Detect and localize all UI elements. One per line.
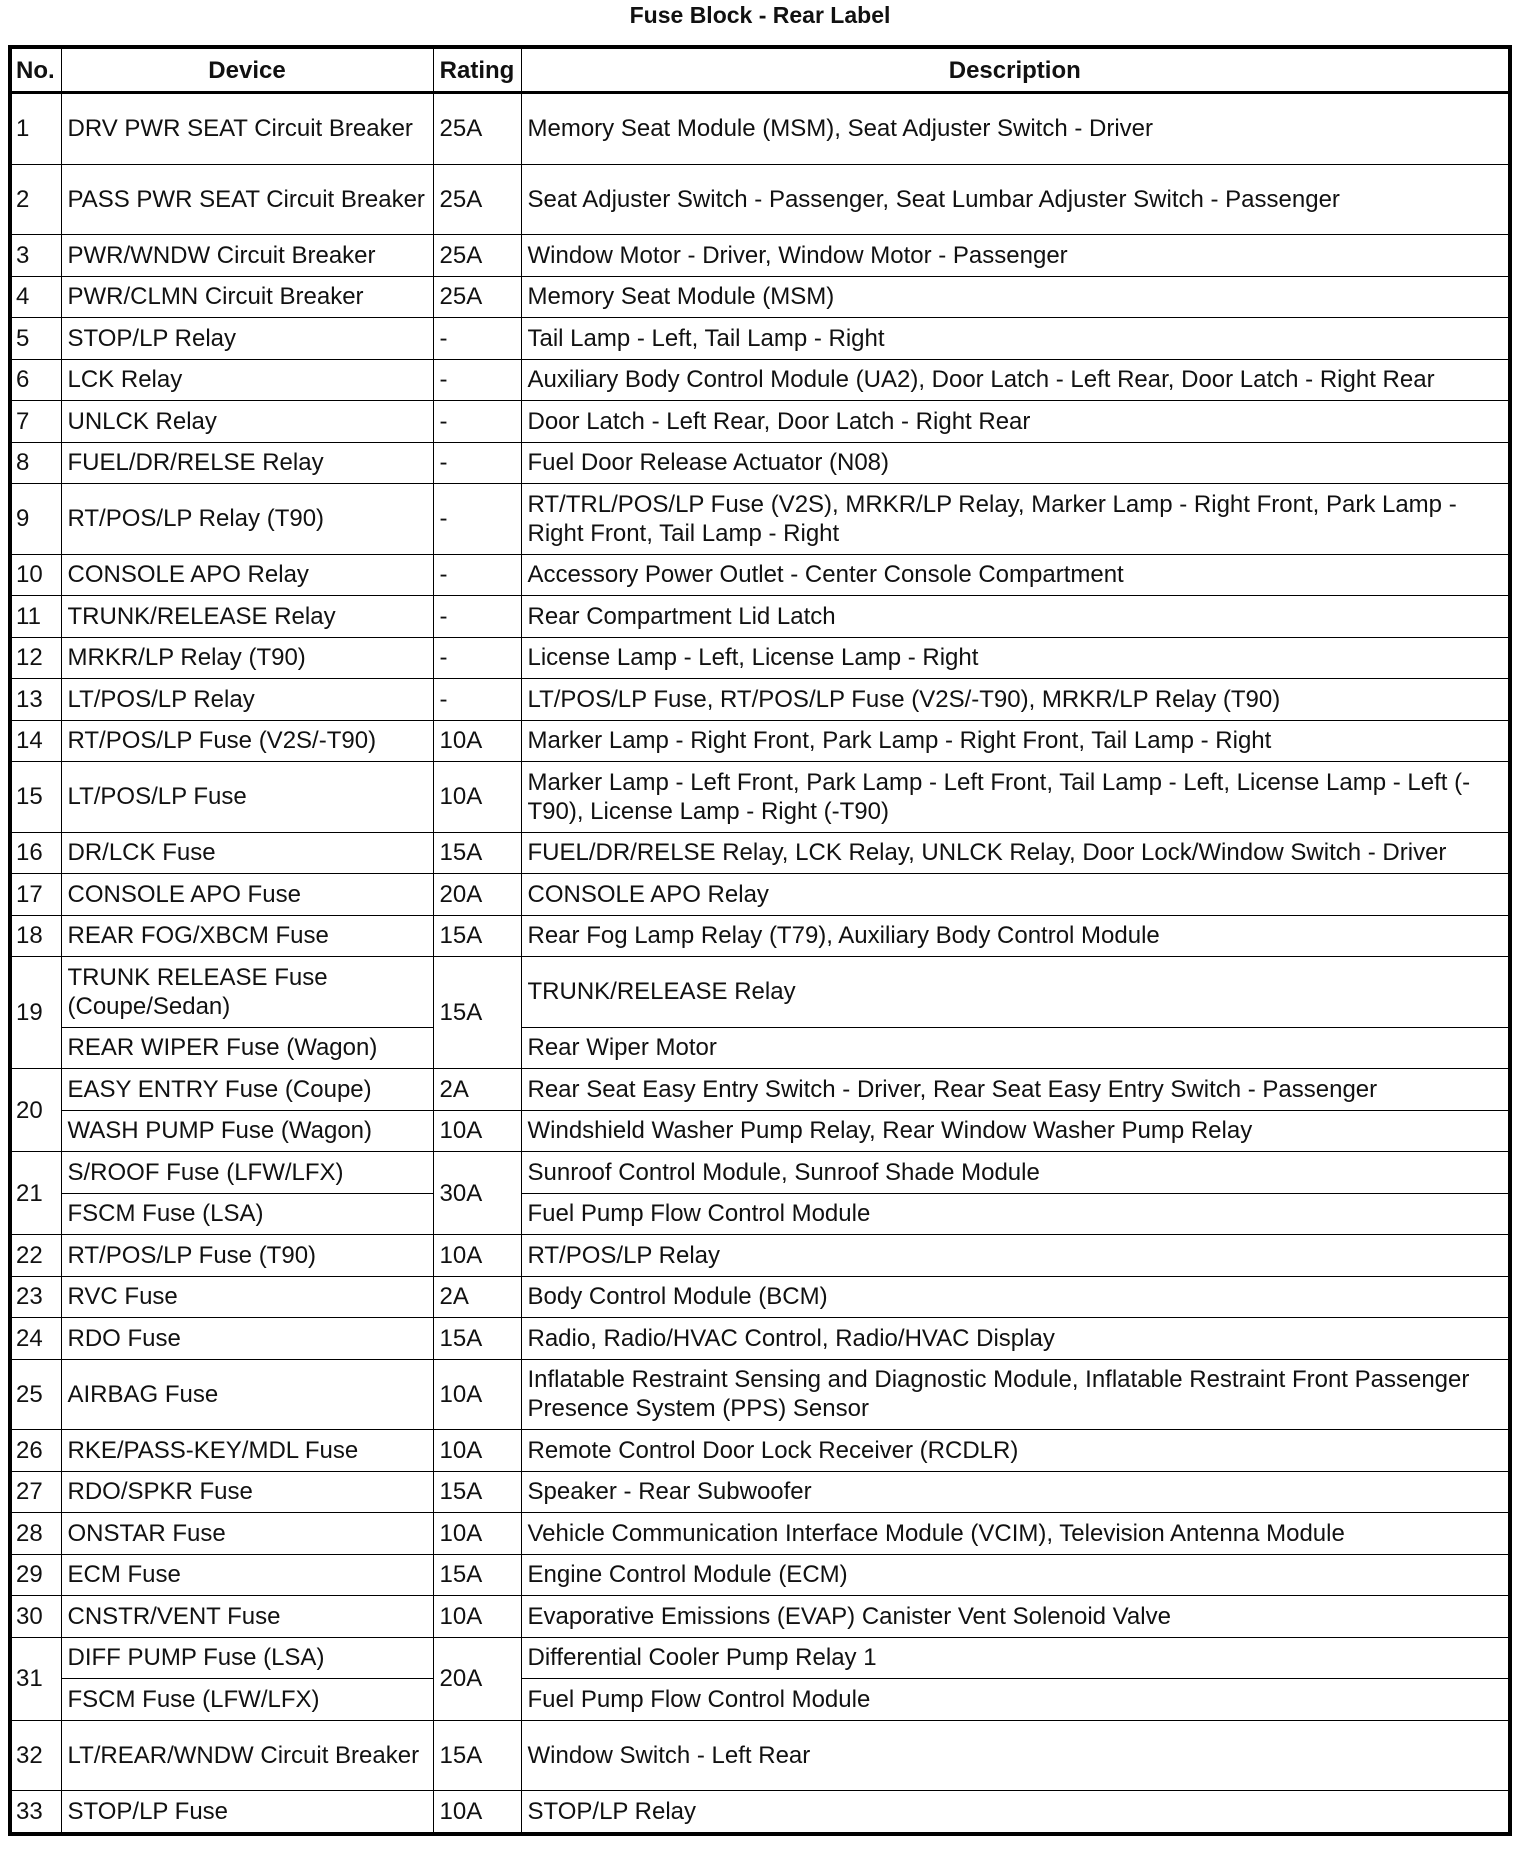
fuse-number-cell: 25: [10, 1359, 61, 1430]
device-cell: FSCM Fuse (LSA): [61, 1193, 433, 1235]
table-row: [10, 1235, 1510, 1277]
table-row: [10, 359, 1510, 401]
description-cell: Window Motor - Driver, Window Motor - Passenger: [521, 235, 1510, 277]
fuse-number-cell: 10: [10, 554, 61, 596]
table-row: [10, 1679, 1510, 1721]
fuse-number-cell: 13: [10, 679, 61, 721]
device-cell: EASY ENTRY Fuse (Coupe): [61, 1069, 433, 1111]
fuse-number-cell: 7: [10, 401, 61, 443]
table-row: [10, 596, 1510, 638]
description-cell: Seat Adjuster Switch - Passenger, Seat Lumbar Adjuster Switch - Passenger: [521, 164, 1510, 235]
description-cell: Windshield Washer Pump Relay, Rear Window Washer Pump Relay: [521, 1110, 1510, 1152]
description-cell: Fuel Pump Flow Control Module: [521, 1679, 1510, 1721]
description-cell: Evaporative Emissions (EVAP) Canister Vent Solenoid Valve: [521, 1596, 1510, 1638]
table-row: [10, 1637, 1510, 1679]
rating-cell: -: [433, 679, 521, 721]
device-cell: AIRBAG Fuse: [61, 1359, 433, 1430]
table-row: [10, 832, 1510, 874]
fuse-number-cell: 29: [10, 1554, 61, 1596]
rating-cell: 30A: [433, 1152, 521, 1235]
table-row: [10, 1276, 1510, 1318]
fuse-number-cell: 22: [10, 1235, 61, 1277]
device-cell: MRKR/LP Relay (T90): [61, 637, 433, 679]
table-row: [10, 1430, 1510, 1472]
description-cell: Window Switch - Left Rear: [521, 1720, 1510, 1791]
description-cell: Engine Control Module (ECM): [521, 1554, 1510, 1596]
rating-cell: 20A: [433, 874, 521, 916]
fuse-number-cell: 1: [10, 93, 61, 165]
device-cell: WASH PUMP Fuse (Wagon): [61, 1110, 433, 1152]
device-cell: REAR FOG/XBCM Fuse: [61, 915, 433, 957]
device-cell: REAR WIPER Fuse (Wagon): [61, 1027, 433, 1069]
table-row: [10, 318, 1510, 360]
device-cell: FUEL/DR/RELSE Relay: [61, 442, 433, 484]
description-cell: Inflatable Restraint Sensing and Diagnostic Module, Inflatable Restraint Front Passenger Presence System (PPS) Sensor: [521, 1359, 1510, 1430]
rating-cell: 15A: [433, 957, 521, 1069]
rating-cell: 10A: [433, 1596, 521, 1638]
table-row: [10, 637, 1510, 679]
rating-cell: 15A: [433, 915, 521, 957]
rating-cell: 15A: [433, 1554, 521, 1596]
device-cell: RT/POS/LP Relay (T90): [61, 484, 433, 555]
device-cell: STOP/LP Relay: [61, 318, 433, 360]
device-cell: TRUNK RELEASE Fuse (Coupe/Sedan): [61, 957, 433, 1028]
fuse-number-cell: 17: [10, 874, 61, 916]
rating-cell: 15A: [433, 1318, 521, 1360]
description-cell: Vehicle Communication Interface Module (VCIM), Television Antenna Module: [521, 1513, 1510, 1555]
table-row: [10, 554, 1510, 596]
rating-cell: 15A: [433, 832, 521, 874]
rating-cell: -: [433, 554, 521, 596]
rating-cell: -: [433, 401, 521, 443]
rating-cell: -: [433, 637, 521, 679]
fuse-number-cell: 11: [10, 596, 61, 638]
fuse-number-cell: 16: [10, 832, 61, 874]
fuse-number-cell: 26: [10, 1430, 61, 1472]
fuse-number-cell: 23: [10, 1276, 61, 1318]
description-cell: Auxiliary Body Control Module (UA2), Door Latch - Left Rear, Door Latch - Right Rear: [521, 359, 1510, 401]
description-cell: Door Latch - Left Rear, Door Latch - Right Rear: [521, 401, 1510, 443]
device-cell: LCK Relay: [61, 359, 433, 401]
table-row: [10, 1193, 1510, 1235]
description-cell: Remote Control Door Lock Receiver (RCDLR): [521, 1430, 1510, 1472]
device-cell: S/ROOF Fuse (LFW/LFX): [61, 1152, 433, 1194]
column-header-no: No.: [10, 47, 61, 93]
device-cell: RT/POS/LP Fuse (V2S/-T90): [61, 720, 433, 762]
table-row: [10, 1554, 1510, 1596]
description-cell: Radio, Radio/HVAC Control, Radio/HVAC Display: [521, 1318, 1510, 1360]
table-row: [10, 442, 1510, 484]
description-cell: FUEL/DR/RELSE Relay, LCK Relay, UNLCK Relay, Door Lock/Window Switch - Driver: [521, 832, 1510, 874]
description-cell: Memory Seat Module (MSM), Seat Adjuster Switch - Driver: [521, 93, 1510, 165]
table-row: [10, 1471, 1510, 1513]
description-cell: Tail Lamp - Left, Tail Lamp - Right: [521, 318, 1510, 360]
rating-cell: 15A: [433, 1471, 521, 1513]
table-row: [10, 1318, 1510, 1360]
rating-cell: 20A: [433, 1637, 521, 1720]
description-cell: License Lamp - Left, License Lamp - Right: [521, 637, 1510, 679]
description-cell: Fuel Pump Flow Control Module: [521, 1193, 1510, 1235]
device-cell: FSCM Fuse (LFW/LFX): [61, 1679, 433, 1721]
table-row: [10, 276, 1510, 318]
table-row: [10, 484, 1510, 555]
fuse-number-cell: 20: [10, 1069, 61, 1152]
table-row: [10, 93, 1510, 165]
device-cell: CONSOLE APO Relay: [61, 554, 433, 596]
rating-cell: 10A: [433, 720, 521, 762]
fuse-number-cell: 4: [10, 276, 61, 318]
fuse-table: [8, 45, 1512, 1836]
device-cell: RKE/PASS-KEY/MDL Fuse: [61, 1430, 433, 1472]
rating-cell: 2A: [433, 1069, 521, 1111]
description-cell: Speaker - Rear Subwoofer: [521, 1471, 1510, 1513]
device-cell: DIFF PUMP Fuse (LSA): [61, 1637, 433, 1679]
description-cell: CONSOLE APO Relay: [521, 874, 1510, 916]
device-cell: DRV PWR SEAT Circuit Breaker: [61, 93, 433, 165]
description-cell: Fuel Door Release Actuator (N08): [521, 442, 1510, 484]
description-cell: Rear Wiper Motor: [521, 1027, 1510, 1069]
table-row: [10, 164, 1510, 235]
fuse-number-cell: 14: [10, 720, 61, 762]
device-cell: ECM Fuse: [61, 1554, 433, 1596]
column-header-rating: Rating: [433, 47, 521, 93]
table-row: [10, 679, 1510, 721]
fuse-number-cell: 33: [10, 1791, 61, 1834]
fuse-number-cell: 28: [10, 1513, 61, 1555]
device-cell: ONSTAR Fuse: [61, 1513, 433, 1555]
fuse-number-cell: 32: [10, 1720, 61, 1791]
fuse-number-cell: 8: [10, 442, 61, 484]
device-cell: TRUNK/RELEASE Relay: [61, 596, 433, 638]
fuse-number-cell: 5: [10, 318, 61, 360]
rating-cell: 25A: [433, 164, 521, 235]
table-row: [10, 1513, 1510, 1555]
table-row: [10, 874, 1510, 916]
rating-cell: 25A: [433, 93, 521, 165]
device-cell: DR/LCK Fuse: [61, 832, 433, 874]
description-cell: Accessory Power Outlet - Center Console Compartment: [521, 554, 1510, 596]
device-cell: UNLCK Relay: [61, 401, 433, 443]
fuse-number-cell: 18: [10, 915, 61, 957]
device-cell: RVC Fuse: [61, 1276, 433, 1318]
description-cell: RT/TRL/POS/LP Fuse (V2S), MRKR/LP Relay, Marker Lamp - Right Front, Park Lamp - Right Front, Tail Lamp - Right: [521, 484, 1510, 555]
description-cell: Rear Seat Easy Entry Switch - Driver, Rear Seat Easy Entry Switch - Passenger: [521, 1069, 1510, 1111]
description-cell: Marker Lamp - Left Front, Park Lamp - Left Front, Tail Lamp - Left, License Lamp - Left (-T90), License Lamp - Right (-T90): [521, 762, 1510, 833]
description-cell: Memory Seat Module (MSM): [521, 276, 1510, 318]
rating-cell: 25A: [433, 276, 521, 318]
description-cell: Body Control Module (BCM): [521, 1276, 1510, 1318]
description-cell: Sunroof Control Module, Sunroof Shade Module: [521, 1152, 1510, 1194]
description-cell: Differential Cooler Pump Relay 1: [521, 1637, 1510, 1679]
fuse-number-cell: 24: [10, 1318, 61, 1360]
rating-cell: 10A: [433, 1791, 521, 1834]
rating-cell: 10A: [433, 1430, 521, 1472]
table-row: [10, 957, 1510, 1028]
device-cell: LT/POS/LP Relay: [61, 679, 433, 721]
description-cell: Marker Lamp - Right Front, Park Lamp - Right Front, Tail Lamp - Right: [521, 720, 1510, 762]
fuse-number-cell: 31: [10, 1637, 61, 1720]
fuse-number-cell: 19: [10, 957, 61, 1069]
rating-cell: 10A: [433, 1110, 521, 1152]
device-cell: STOP/LP Fuse: [61, 1791, 433, 1834]
device-cell: PWR/CLMN Circuit Breaker: [61, 276, 433, 318]
table-row: [10, 1791, 1510, 1834]
table-body: [10, 93, 1510, 1834]
description-cell: STOP/LP Relay: [521, 1791, 1510, 1834]
description-cell: Rear Compartment Lid Latch: [521, 596, 1510, 638]
rating-cell: -: [433, 484, 521, 555]
rating-cell: 10A: [433, 1359, 521, 1430]
rating-cell: 2A: [433, 1276, 521, 1318]
device-cell: RDO Fuse: [61, 1318, 433, 1360]
device-cell: PWR/WNDW Circuit Breaker: [61, 235, 433, 277]
table-row: [10, 1069, 1510, 1111]
description-cell: TRUNK/RELEASE Relay: [521, 957, 1510, 1028]
fuse-number-cell: 9: [10, 484, 61, 555]
rating-cell: 25A: [433, 235, 521, 277]
table-row: [10, 235, 1510, 277]
fuse-number-cell: 6: [10, 359, 61, 401]
description-cell: Rear Fog Lamp Relay (T79), Auxiliary Body Control Module: [521, 915, 1510, 957]
rating-cell: -: [433, 596, 521, 638]
device-cell: PASS PWR SEAT Circuit Breaker: [61, 164, 433, 235]
document-title: Fuse Block - Rear Label: [629, 2, 891, 28]
fuse-number-cell: 3: [10, 235, 61, 277]
device-cell: RT/POS/LP Fuse (T90): [61, 1235, 433, 1277]
fuse-number-cell: 12: [10, 637, 61, 679]
rating-cell: 10A: [433, 1235, 521, 1277]
fuse-number-cell: 2: [10, 164, 61, 235]
description-cell: LT/POS/LP Fuse, RT/POS/LP Fuse (V2S/-T90), MRKR/LP Relay (T90): [521, 679, 1510, 721]
column-header-device: Device: [61, 47, 433, 93]
table-row: [10, 762, 1510, 833]
table-row: [10, 720, 1510, 762]
fuse-number-cell: 15: [10, 762, 61, 833]
table-row: [10, 1152, 1510, 1194]
description-cell: RT/POS/LP Relay: [521, 1235, 1510, 1277]
device-cell: LT/POS/LP Fuse: [61, 762, 433, 833]
table-row: [10, 1596, 1510, 1638]
table-row: [10, 401, 1510, 443]
rating-cell: 15A: [433, 1720, 521, 1791]
fuse-number-cell: 27: [10, 1471, 61, 1513]
device-cell: RDO/SPKR Fuse: [61, 1471, 433, 1513]
table-row: [10, 1359, 1510, 1430]
column-header-description: Description: [521, 47, 1510, 93]
device-cell: CONSOLE APO Fuse: [61, 874, 433, 916]
table-row: [10, 1027, 1510, 1069]
table-row: [10, 1110, 1510, 1152]
table-row: [10, 915, 1510, 957]
rating-cell: 10A: [433, 762, 521, 833]
device-cell: LT/REAR/WNDW Circuit Breaker: [61, 1720, 433, 1791]
rating-cell: -: [433, 359, 521, 401]
table-row: [10, 1720, 1510, 1791]
fuse-number-cell: 30: [10, 1596, 61, 1638]
rating-cell: -: [433, 442, 521, 484]
rating-cell: 10A: [433, 1513, 521, 1555]
fuse-number-cell: 21: [10, 1152, 61, 1235]
table-header: [10, 47, 1510, 93]
device-cell: CNSTR/VENT Fuse: [61, 1596, 433, 1638]
rating-cell: -: [433, 318, 521, 360]
